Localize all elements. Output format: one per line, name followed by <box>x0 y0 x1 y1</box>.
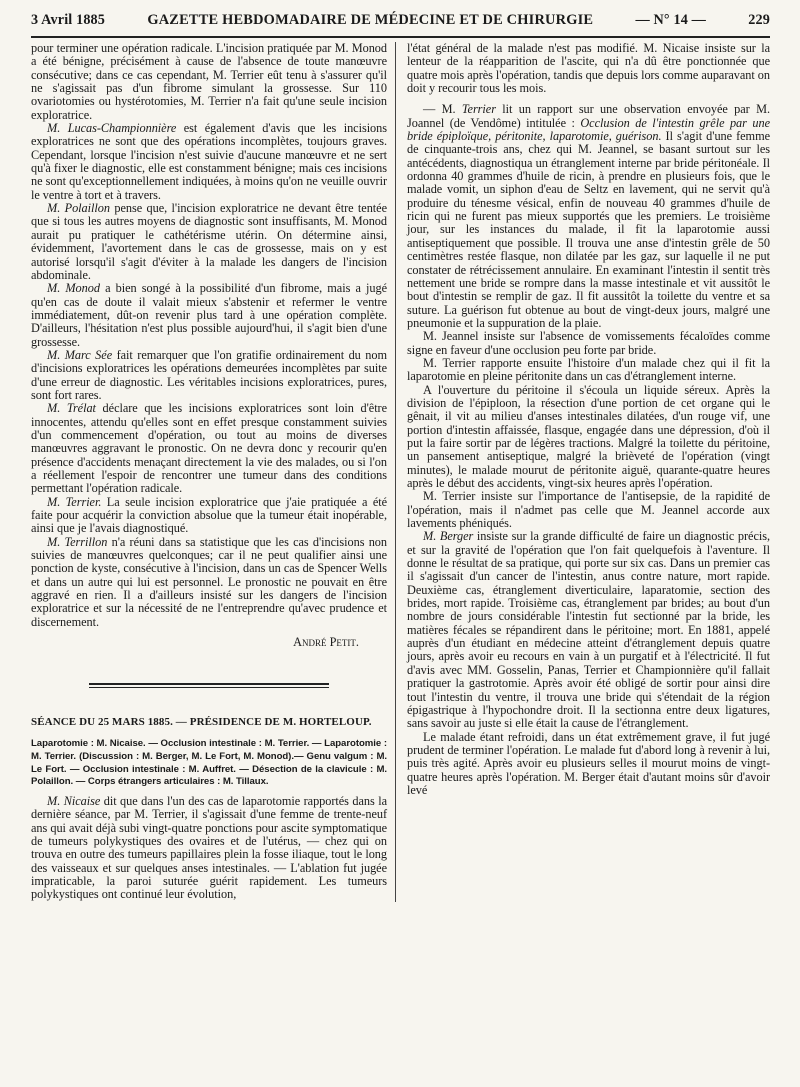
paragraph: l'état général de la malade n'est pas modifié. M. Nicaise insiste sur la lenteur de la réapparition de l'ascite, qui n'a dû être ponctionnée que quatre mois après l'opération, tandis que depuis lors comme auparavant on doit y recourir tous les mois. <box>407 41 770 96</box>
paragraph <box>31 402 387 495</box>
paragraph <box>31 496 387 536</box>
paragraph-text: n'a réuni dans sa statistique que les cas d'incisions non suivies de manœuvres quelconques; car il ne peut qualifier ainsi une ponction de kyste, consécutive à l'incision, dans un cas de Spencer Wells et dans un autre qui lui est personnel. Le pronostic ne pouvait en être aggravé en rien. Il a d'ailleurs insisté sur les dangers de l'incision exploratrice et sur la nécessité de ne l'entreprendre qu'avec prudence et discernement. <box>31 534 388 629</box>
paragraph-text: Il s'agit d'une femme de cinquante-trois ans, chez qui M. Jeannel, se basant surtout sur les antécédents, diagnostiqua un étranglement interne par bride péritonéale. Il ordonna 40 grammes d'huile de ricin, à prendre en plusieurs fois, que le malade vomit, un siphon d'eau de Seltz en lavement, qui ne servit qu'à produire du ténesme vésical, enfin de nouveau 40 grammes d'huile de ricin qui ne furent pas mieux supportés que les premiers. Le troisième jour, sur les instances du malade, il fit la laparotomie aussi antiseptiquement que possible. Il trouva une anse d'intestin grêle de 50 centimètres restée flasque, non dilatée par les gaz, sur laquelle il ne put constater de rétrécissement annulaire. En examinant l'intestin il sentit très nettement une bride se rompre dans la masse intestinale et vit aussitôt le bout d'intestin se remplir de gaz. Il fit aussitôt la toilette du ventre et sa suture. La guérison fut obtenue au bout de vingt-deux jours, malgré une pneumonie et la suppuration de la plaie. <box>407 129 770 330</box>
speaker-name: M. Terrier. <box>47 494 102 509</box>
paragraph <box>407 530 770 730</box>
paragraph: M. Terrier insiste sur l'importance de l'antisepsie, de la rapidité de l'opération, mais il n'admet pas celle que M. Jeannel accorde aux lavements phéniqués. <box>407 489 770 531</box>
page-number: 229 <box>748 12 770 28</box>
section-divider <box>89 683 329 688</box>
session-summary: Laparotomie : M. Nicaise. — Occlusion intestinale : M. Terrier. — Laparotomie : M. Terrier. (Discussion : M. Berger, M. Le Fort, M. Monod).— Genu valgum : M. Le Fort. — Occlusion intestinale : M. Auffret. — Désection de la clavicule : M. Polaillon. — Corps étrangers articulaires : M. Tillaux. <box>31 738 387 788</box>
page-header <box>31 12 770 38</box>
paragraph-text: insiste sur la grande difficulté de faire un diagnostic précis, et sur la gravité de l'opération que l'on fait quelquefois à l'aventure. Il donne le résultat de sa pratique, qui porte sur six cas. Dans un premier cas il s'agissait d'un cancer de l'intestin, anus contre nature, mort rapide. Deuxième cas, étranglement diverticulaire, laparatomie, section des brides, mort rapide. Troisième cas, étranglement par brides; au bout d'un nombre de jours considérable l'intestin fut sectionné par la bride, les matières fécales se répandirent dans le péritoine; mort. En 1881, appelé auprès d'un étudiant en médecine atteint d'étranglement depuis quatre jours, après avoir eu recours en vain à un purgatif et à l'électricité. Il fut d'avis avec MM. Gosselin, Panas, Terrier et Championnière qu'il fallait pratiquer la gastrotomie. Après avoir été obligé de sortir pour ainsi dire tout l'intestin du ventre, il trouva une bride qui s'étendait de la région épigastrique à l'hypochondre droit. Il la sectionna entre deux ligatures, sans savoir au juste si elle était la cause de l'étranglement. <box>407 529 770 731</box>
paragraph: pour terminer une opération radicale. L'incision pratiquée par M. Monod a été bénigne, précisément à cause de l'absence de toute manœuvre consécutive; dans ce cas cependant, M. Terrier eût tenu à s'assurer qu'il ne s'agissait pas d'un fibrome simulant la grossesse. Sur 110 ovariotomies ou hystérotomies, M. Terrier n'a fait qu'une seule incision exploratrice. <box>31 41 387 122</box>
speaker-name: M. Marc Sée <box>47 347 113 362</box>
speaker-name: M. Terrillon <box>47 534 108 549</box>
paragraph <box>31 282 387 349</box>
speaker-name: M. Berger <box>423 529 474 544</box>
speaker-name: M. Trélat <box>47 401 96 416</box>
session-heading: SÉANCE DU 25 MARS 1885. — PRÉSIDENCE DE M. HORTELOUP. <box>31 716 372 729</box>
paragraph-text: est également d'avis que les incisions exploratrices ne sont que des opérations incomplètes, toujours graves. Cependant, lorsque l'incision n'est suivie d'aucune manœuvre et ne sert qu'à fixer le diagnostic, elle est constamment bénigne; mais ces incisions ne sont qu'exceptionnellement indiquées, à moins qu'on ne veuille ouvrir le ventre à tort et à travers. <box>31 121 387 202</box>
speaker-name: Terrier <box>461 102 496 117</box>
paragraph-text: déclare que les incisions exploratrices sont loin d'être innocentes, attendu qu'elles sont en effet presque constamment suivies d'un commencement d'opération, ou tout au moins de diverses manœuvres aggravant le pronostic. On ne devra donc y recourir qu'en présence d'accidents menaçant directement la vie des malades, ou si l'on a réellement l'espoir de rencontrer une tumeur dans des conditions permettant l'opération radicale. <box>31 401 388 496</box>
right-column <box>407 42 770 902</box>
paragraph <box>31 536 387 629</box>
speaker-name: M. Lucas-Championnière <box>47 121 177 136</box>
issue-number: — N° 14 — <box>635 12 706 28</box>
paragraph-text: dit que dans l'un des cas de laparotomie rapportés dans la dernière séance, par M. Terrier, il s'agissait d'une femme de trente-neuf ans qui avait déjà subi vingt-quatre ponctions pour ascite symptomatique de tumeurs polykystiques des ovaires et de l'utérus, — chez qui on trouva en outre des tumeurs papillaires plein la fosse iliaque, tout le long des vaisseaux et sur quelques anses intestinales. — L'ablation fut jugée impraticable, la paroi suturée guérit rapidement. Les tumeurs polykystiques ont continué leur évolution, <box>31 793 388 902</box>
paragraph-text: La seule incision exploratrice que j'aie pratiquée a été faite pour acquérir la conviction absolue que la tumeur était inopérable, ainsi que je l'avais diagnostiqué. <box>31 494 387 536</box>
paragraph-text: a bien songé à la possibilité d'un fibrome, mais a jugé qu'en cas de doute il valait mieux s'abstenir et refermer le ventre immédiatement, dût-on revenir plus tard à une opération complète. D'ailleurs, l'hésitation n'est plus possible aujourd'hui, il s'agit bien d'une grossesse. <box>31 281 387 349</box>
paragraph-text: pense que, l'incision exploratrice ne devant être tentée que si tous les autres moyens de diagnostic sont insuffisants, M. Monod aurait pu pratiquer le cathétérisme utérin. On détermine ainsi, évidemment, l'avortement dans le cas de grossesse, mais on y est autorisé lorsqu'il s'agit d'éviter à la malade les dangers de l'incision abdominale. <box>31 201 387 282</box>
article-columns <box>31 42 770 902</box>
paragraph <box>407 103 770 330</box>
paragraph: A l'ouverture du péritoine il s'écoula un liquide séreux. Après la division de l'épiploon, la résection d'une portion de cet organe qui le gênait, il vit au milieu d'anses intestinales dilatées, d'un rouge vif, une portion d'intestin affaissée, flasque, engagée dans une dépression, d'où il put la faire sortir par de légères tractions. Malgré la toilette du péritoine, un pansement antiseptique, malgré la brièveté de l'opération (vingt minutes), le malade mourut de péritonite aiguë, quarante-quatre heures après le début des accidents, vingt-six heures après l'opération. <box>407 382 770 490</box>
speaker-name: M. Nicaise <box>47 793 101 808</box>
report-title: Occlusion de l'intestin grêle par une bride épiploïque, péritonite, laparotomie, guérison. <box>407 115 770 144</box>
paragraph <box>31 795 387 902</box>
paragraph: Le malade étant refroidi, dans un état extrêmement grave, il fut jugé prudent de terminer l'opération. Le malade fut d'abord long à revenir à lui, puis très agité. Après avoir eu plusieurs selles il mourut moins de vingt-quatre heures après l'opération. M. Berger était d'autant moins sûr d'avoir levé <box>407 729 770 797</box>
paragraph-text: — M. <box>423 102 462 117</box>
left-column <box>31 42 387 902</box>
paragraph <box>31 122 387 202</box>
speaker-name: M. Monod <box>47 281 100 296</box>
paragraph-text: lit un rapport sur une observation envoyée par M. Joannel (de Vendôme) intitulée : <box>407 102 770 130</box>
paragraph: M. Terrier rapporte ensuite l'histoire d'un malade chez qui il fit la laparotomie en pleine péritonite dans un cas d'étranglement interne. <box>407 355 770 384</box>
journal-title: GAZETTE HEBDOMADAIRE DE MÉDECINE ET DE CHIRURGIE <box>147 12 594 28</box>
author-signature: André Petit. <box>293 635 359 650</box>
issue-date: 3 Avril 1885 <box>31 12 106 28</box>
paragraph: M. Jeannel insiste sur l'absence de vomissements fécaloïdes comme signe en faveur d'une occlusion peu forte par bride. <box>407 329 770 357</box>
paragraph-text: fait remarquer que l'on gratifie ordinairement du nom d'incisions exploratrices les opérations demeurées incomplètes par suite d'une erreur de diagnostic. Les véritables incisions exploratrices, pures, sont fort rares. <box>31 347 387 402</box>
speaker-name: M. Polaillon <box>47 201 110 216</box>
paragraph <box>31 202 387 282</box>
paragraph <box>31 349 387 402</box>
